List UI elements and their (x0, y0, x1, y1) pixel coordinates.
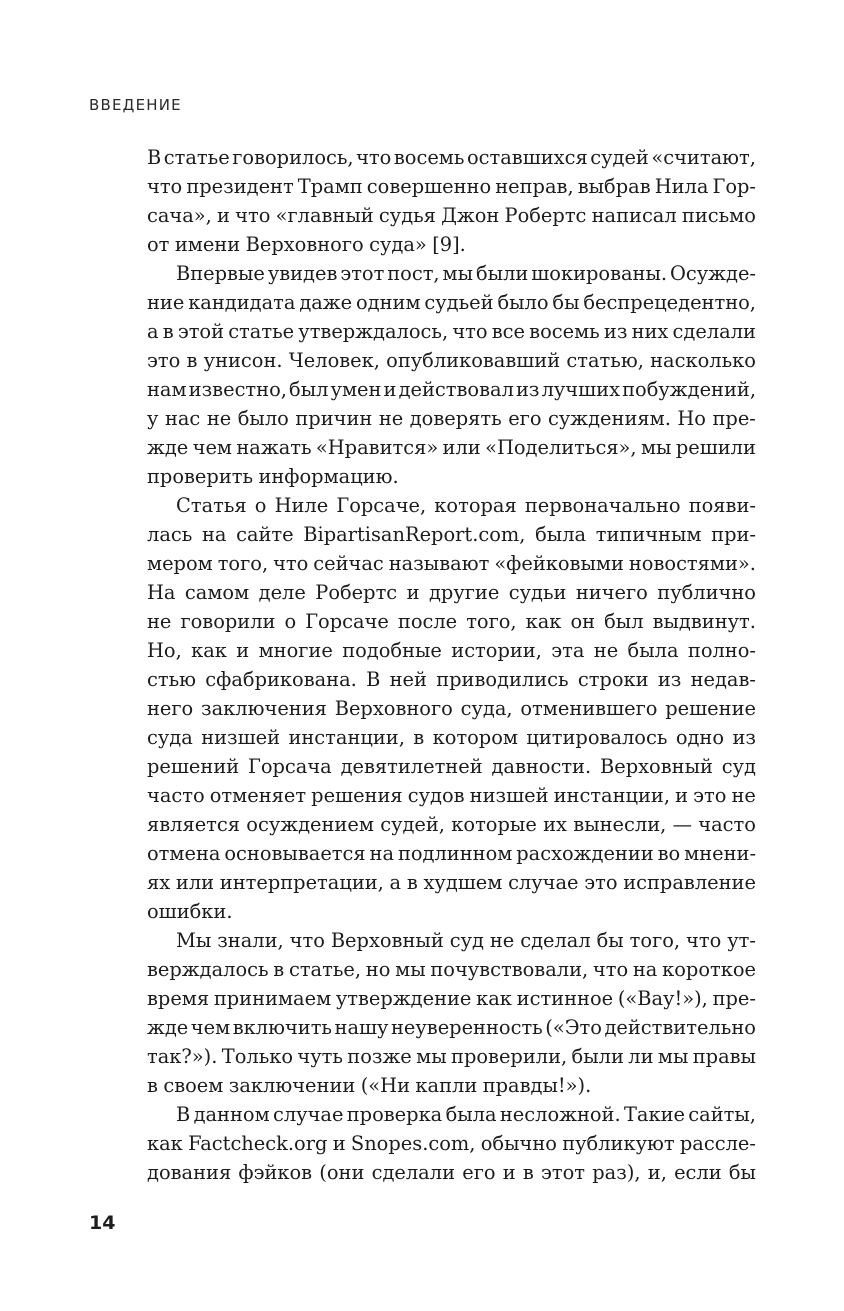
text-line: ние кандидата даже одним судьей было бы беспрецедентно, (147, 291, 756, 314)
text-line: лась на сайте BipartisanReport.com, была типичным при- (147, 523, 756, 546)
text-line: это в унисон. Человек, опубликовавший статью, насколько (147, 349, 756, 372)
text-line: Мы знали, что Верховный суд не сделал бы того, что ут- (176, 929, 756, 952)
text-line: отмена основывается на подлинном расхождении во мнени- (147, 842, 756, 865)
body-text (147, 143, 756, 1187)
text-line: время принимаем утверждение как истинное («Вау!»), пре- (147, 987, 756, 1010)
text-line: жде чем нажать «Нравится» или «Поделиться», мы решили (147, 436, 756, 459)
text-line: что президент Трамп совершенно неправ, выбрав Нила Гор- (147, 175, 756, 198)
text-line: так?»). Только чуть позже мы проверили, были ли мы правы (147, 1045, 756, 1068)
text-line: у нас не было причин не доверять его суждениям. Но пре- (147, 407, 756, 430)
text-line: от имени Верховного суда» [9]. (147, 233, 466, 256)
page-number: 14 (89, 1212, 116, 1234)
text-line: сача», и что «главный судья Джон Робертс написал письмо (147, 204, 756, 227)
text-line: суда низшей инстанции, в котором цитировалось одно из (147, 726, 756, 749)
text-line: Но, как и многие подобные истории, эта не была полно- (147, 639, 756, 662)
text-line: проверить информацию. (147, 465, 399, 488)
text-line: ошибки. (147, 900, 233, 923)
text-line: жде чем включить нашу неуверенность («Это действительно (147, 1016, 756, 1039)
text-line: дования фэйков (они сделали его и в этот раз), и, если бы (147, 1161, 756, 1184)
paragraph (147, 1100, 756, 1187)
text-line: стью сфабрикована. В ней приводились строки из недав- (147, 668, 756, 691)
paragraph (147, 926, 756, 1100)
text-line: На самом деле Робертс и другие судьи ничего публично (147, 581, 756, 604)
running-head: ВВЕДЕНИЕ (89, 96, 182, 114)
text-line: в своем заключении («Ни капли правды!»). (147, 1074, 592, 1097)
text-line: ях или интерпретации, а в худшем случае это исправление (147, 871, 756, 894)
text-line: решений Горсача девятилетней давности. Верховный суд (147, 755, 756, 778)
text-line: нам известно, был умен и действовал из лучших побуждений, (147, 378, 756, 401)
text-line: верждалось в статье, но мы почувствовали, что на короткое (147, 958, 756, 981)
text-line: не говорили о Горсаче после того, как он был выдвинут. (147, 610, 756, 633)
text-line: В статье говорилось, что восемь оставшихся судей «считают, (147, 146, 756, 169)
text-line: него заключения Верховного суда, отменившего решение (147, 697, 756, 720)
text-line: мером того, что сейчас называют «фейковыми новостями». (147, 552, 756, 575)
text-line: Впервые увидев этот пост, мы были шокированы. Осужде- (176, 262, 756, 285)
text-line: часто отменяет решения судов низшей инстанции, и это не (147, 784, 756, 807)
text-line: Статья о Ниле Горсаче, которая первоначально появи- (176, 494, 756, 517)
paragraph (147, 491, 756, 926)
text-line: является осуждением судей, которые их вынесли, — часто (147, 813, 756, 836)
text-line: как Factcheck.org и Snopes.com, обычно публикуют рассле- (147, 1132, 756, 1155)
text-line: а в этой статье утверждалось, что все восемь из них сделали (147, 320, 756, 343)
paragraph (147, 143, 756, 259)
paragraph (147, 259, 756, 491)
text-line: В данном случае проверка была несложной. Такие сайты, (176, 1103, 756, 1126)
